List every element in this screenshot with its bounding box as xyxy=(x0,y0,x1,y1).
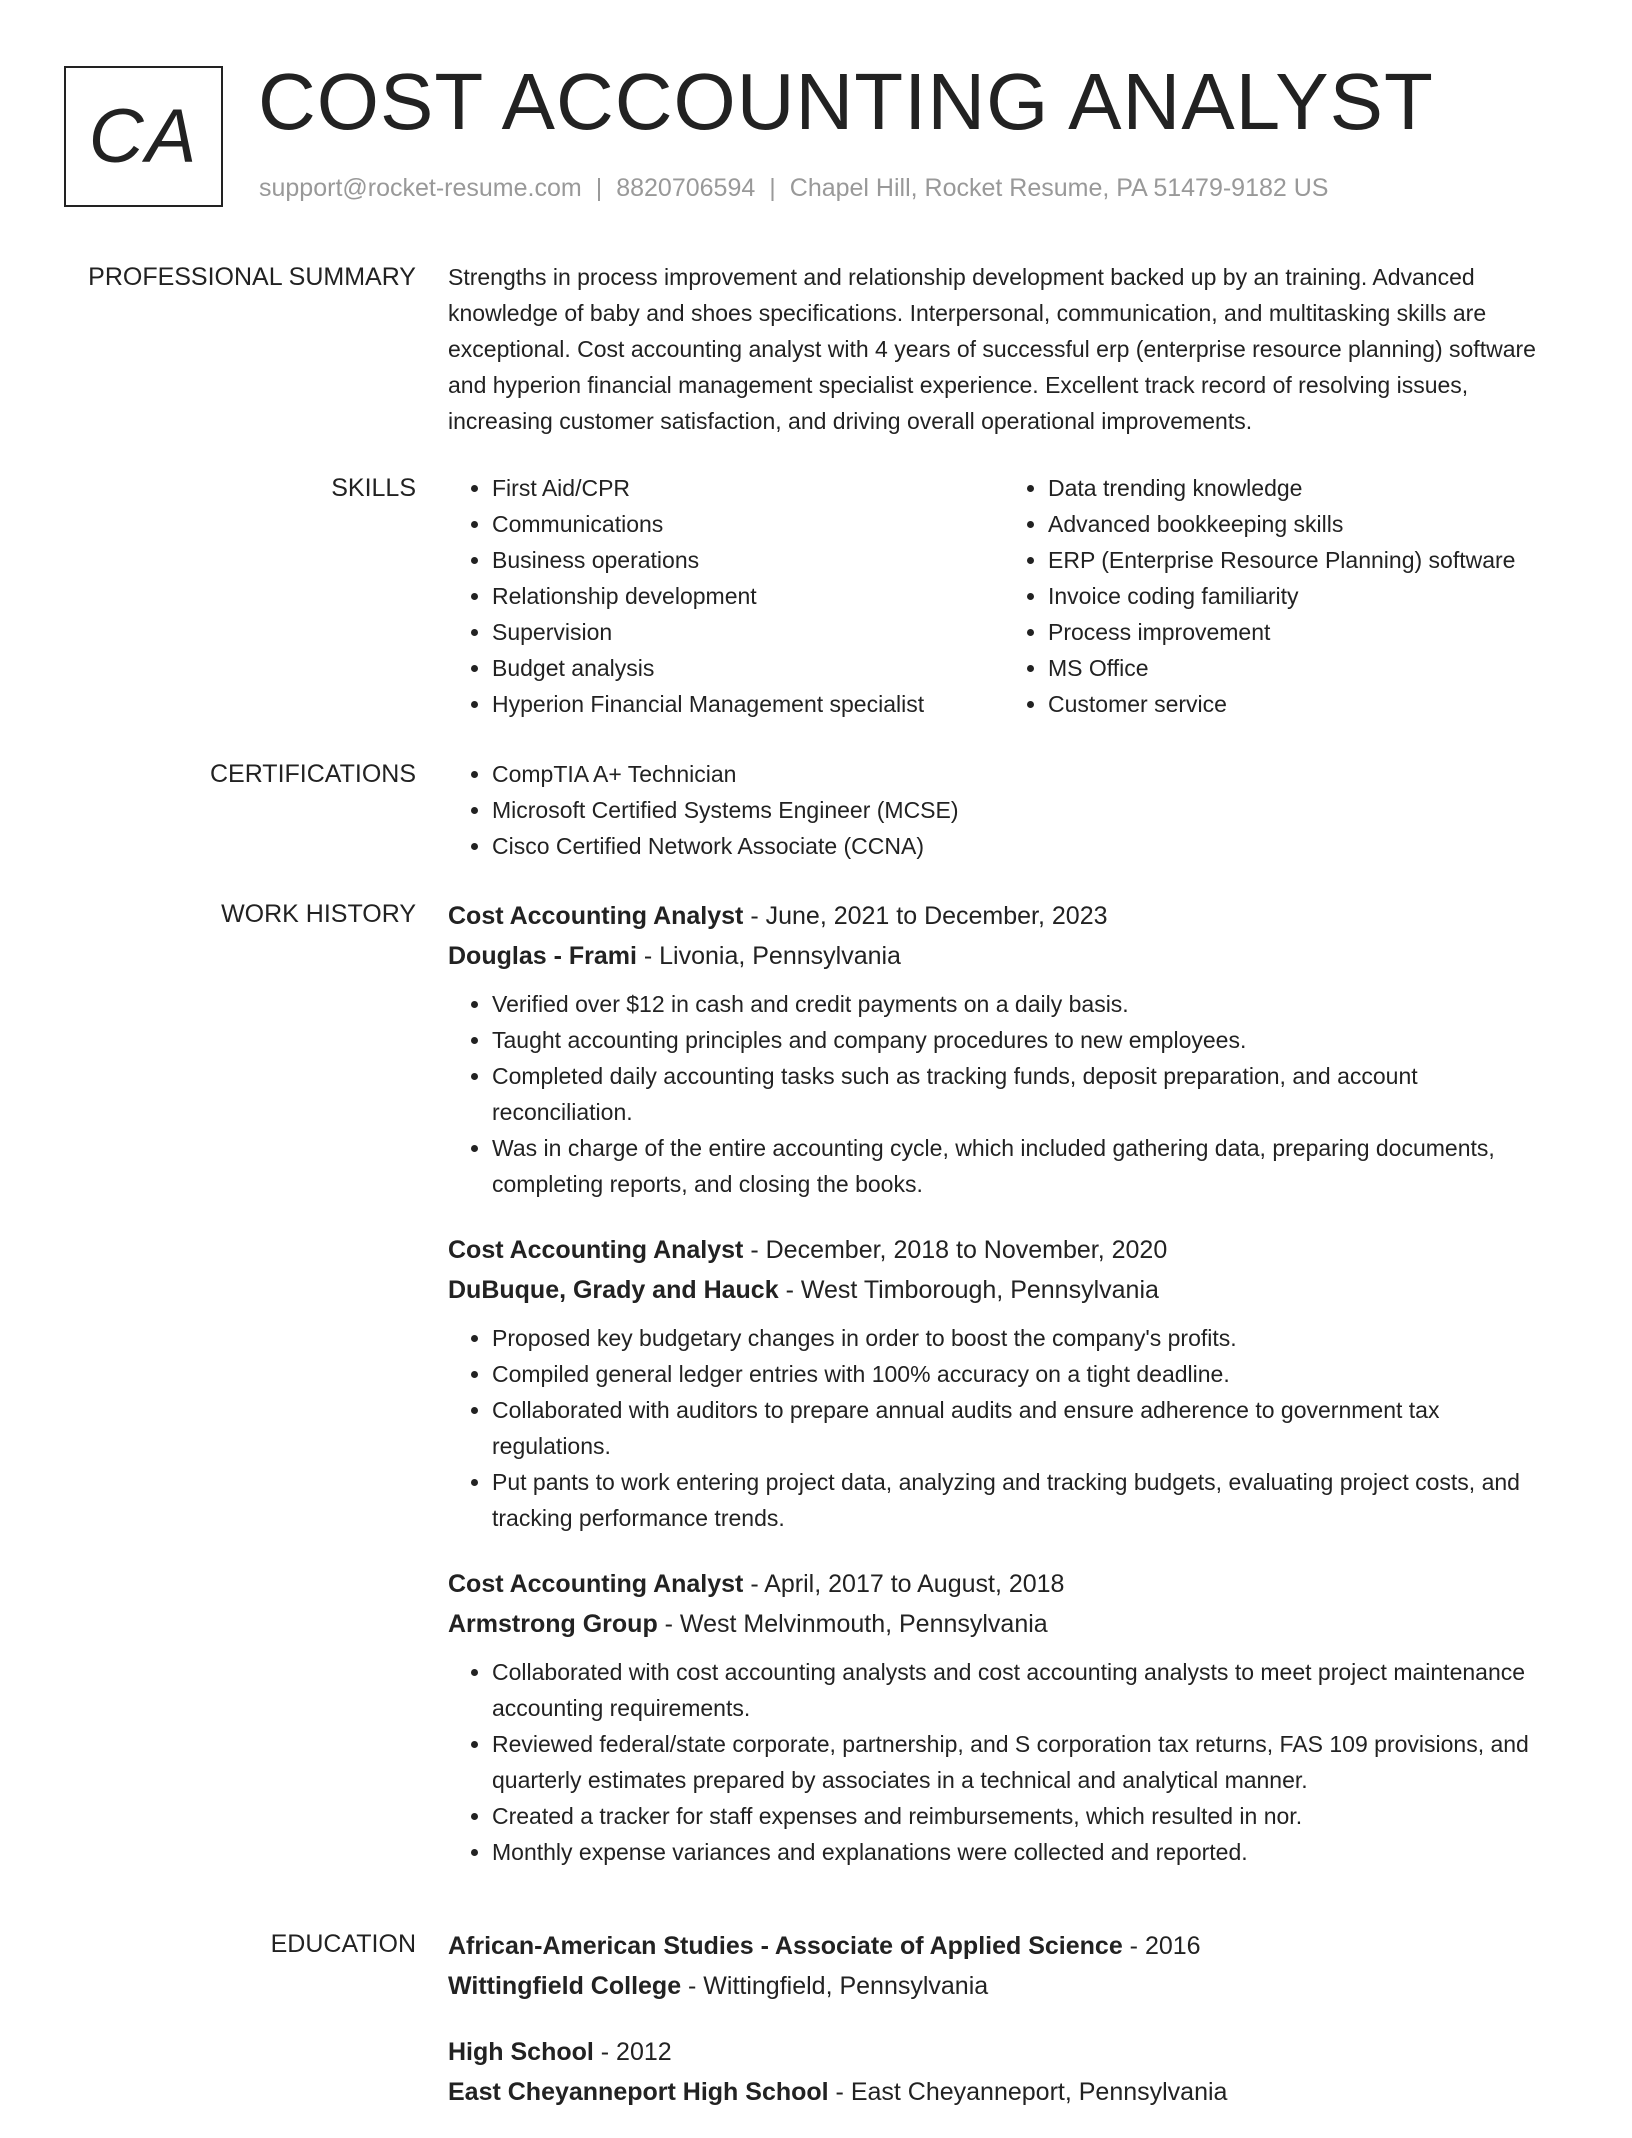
education-location: - Wittingfield, Pennsylvania xyxy=(681,1972,989,2000)
job-bullet: • Was in charge of the entire accounting cycle, which included gathering data, preparing documents, completing reports, and closing the books. xyxy=(492,1130,1560,1202)
job-bullet: • Collaborated with auditors to prepare annual audits and ensure adherence to government tax regulations. xyxy=(492,1392,1560,1464)
job-company-line xyxy=(448,1604,1560,1644)
job-company: Armstrong Group xyxy=(448,1610,658,1638)
education-degree: High School xyxy=(448,2038,594,2066)
job-dates: - June, 2021 to December, 2023 xyxy=(743,902,1108,930)
contact-location: Chapel Hill, Rocket Resume, PA 51479-9182 US xyxy=(789,174,1329,202)
job-bullet: • Compiled general ledger entries with 100% accuracy on a tight deadline. xyxy=(492,1356,1560,1392)
certification-item: • CompTIA A+ Technician xyxy=(492,756,1560,792)
skill-item: • Budget analysis xyxy=(492,650,1004,686)
skills-columns xyxy=(448,470,1560,722)
skill-item: • Data trending knowledge xyxy=(1048,470,1560,506)
contact-separator: | xyxy=(769,174,776,202)
education-entry xyxy=(448,2032,1560,2112)
education-degree-line xyxy=(448,2032,1560,2072)
education-school: Wittingfield College xyxy=(448,1972,682,2000)
job-bullet: • Proposed key budgetary changes in order to boost the company's profits. xyxy=(492,1320,1560,1356)
job-title-line xyxy=(448,1230,1560,1270)
skill-item: • Supervision xyxy=(492,614,1004,650)
job-location: - Livonia, Pennsylvania xyxy=(636,942,901,970)
skill-item: • Business operations xyxy=(492,542,1004,578)
job-title-line xyxy=(448,1564,1560,1604)
job-bullets xyxy=(448,1320,1560,1536)
job-company-line xyxy=(448,936,1560,976)
resume-title: COST ACCOUNTING ANALYST xyxy=(258,57,1434,146)
job-company: Douglas - Frami xyxy=(448,942,637,970)
skill-item: • Customer service xyxy=(1048,686,1560,722)
skill-item: • First Aid/CPR xyxy=(492,470,1004,506)
education-school: East Cheyanneport High School xyxy=(448,2078,829,2106)
education-location: - East Cheyanneport, Pennsylvania xyxy=(828,2078,1228,2106)
job-dates: - December, 2018 to November, 2020 xyxy=(743,1236,1168,1264)
contact-separator: | xyxy=(595,174,603,202)
job-location: - West Timborough, Pennsylvania xyxy=(778,1276,1159,1304)
job-entry xyxy=(448,1230,1560,1536)
skill-item: • ERP (Enterprise Resource Planning) software xyxy=(1048,542,1560,578)
job-bullet: • Put pants to work entering project data, analyzing and tracking budgets, evaluating project costs, and tracking performance trends. xyxy=(492,1464,1560,1536)
job-title: Cost Accounting Analyst xyxy=(448,902,744,930)
monogram-logo: CA xyxy=(64,66,223,207)
skills-list-right xyxy=(1004,470,1560,722)
section-label: SKILLS xyxy=(331,474,416,502)
job-bullet: • Monthly expense variances and explanations were collected and reported. xyxy=(492,1834,1560,1870)
job-bullet: • Reviewed federal/state corporate, partnership, and S corporation tax returns, FAS 109 provisions, and quarterly estimates prepared by associates in a technical and analytical manner. xyxy=(492,1726,1560,1798)
job-company-line xyxy=(448,1270,1560,1310)
skill-item: • Process improvement xyxy=(1048,614,1560,650)
job-bullet: • Collaborated with cost accounting analysts and cost accounting analysts to meet project maintenance accounting requirements. xyxy=(492,1654,1560,1726)
certifications-body xyxy=(448,756,1560,864)
contact-line xyxy=(259,174,1328,203)
education-school-line xyxy=(448,2072,1560,2112)
skills-list-left xyxy=(448,470,1004,722)
skill-item: • Advanced bookkeeping skills xyxy=(1048,506,1560,542)
job-bullet: • Verified over $12 in cash and credit payments on a daily basis. xyxy=(492,986,1560,1022)
work-history-body xyxy=(448,896,1560,1898)
skill-item: • Invoice coding familiarity xyxy=(1048,578,1560,614)
education-degree: African-American Studies - Associate of Applied Science xyxy=(448,1932,1123,1960)
job-title: Cost Accounting Analyst xyxy=(448,1236,744,1264)
contact-phone[interactable]: 8820706594 xyxy=(616,174,756,202)
education-degree-line xyxy=(448,1926,1560,1966)
job-bullets xyxy=(448,986,1560,1202)
summary-text: Strengths in process improvement and relationship development backed up by an training. Advanced knowledge of baby and shoes specifications. Interpersonal, communication, and multitasking skills are exceptional. Cost accounting analyst with 4 years of successful erp (enterprise resource planning) software and hyperion financial management specialist experience. Excellent track record of resolving issues, increasing customer satisfaction, and driving overall operational improvements. xyxy=(448,264,1536,434)
job-bullets xyxy=(448,1654,1560,1870)
job-location: - West Melvinmouth, Pennsylvania xyxy=(657,1610,1048,1638)
skill-item: • Communications xyxy=(492,506,1004,542)
certification-item: • Microsoft Certified Systems Engineer (MCSE) xyxy=(492,792,1560,828)
education-year: - 2012 xyxy=(593,2038,672,2066)
job-bullet: • Created a tracker for staff expenses and reimbursements, which resulted in nor. xyxy=(492,1798,1560,1834)
section-label: EDUCATION xyxy=(270,1930,416,1958)
job-entry xyxy=(448,1564,1560,1870)
education-school-line xyxy=(448,1966,1560,2006)
job-company: DuBuque, Grady and Hauck xyxy=(448,1276,779,1304)
section-label: CERTIFICATIONS xyxy=(209,760,416,788)
section-label: PROFESSIONAL SUMMARY xyxy=(88,263,416,291)
section-label: WORK HISTORY xyxy=(221,900,416,928)
job-title-line xyxy=(448,896,1560,936)
job-bullet: • Taught accounting principles and company procedures to new employees. xyxy=(492,1022,1560,1058)
certification-item: • Cisco Certified Network Associate (CCNA) xyxy=(492,828,1560,864)
skill-item: • Hyperion Financial Management specialist xyxy=(492,686,1004,722)
education-body xyxy=(448,1926,1560,2138)
skill-item: • MS Office xyxy=(1048,650,1560,686)
job-title: Cost Accounting Analyst xyxy=(448,1570,744,1598)
skill-item: • Relationship development xyxy=(492,578,1004,614)
contact-email[interactable]: support@rocket-resume.com xyxy=(259,174,582,202)
job-entry xyxy=(448,896,1560,1202)
education-year: - 2016 xyxy=(1122,1932,1201,1960)
certifications-list xyxy=(448,756,1560,864)
job-bullet: • Completed daily accounting tasks such as tracking funds, deposit preparation, and account reconciliation. xyxy=(492,1058,1560,1130)
job-dates: - April, 2017 to August, 2018 xyxy=(743,1570,1065,1598)
education-entry xyxy=(448,1926,1560,2006)
